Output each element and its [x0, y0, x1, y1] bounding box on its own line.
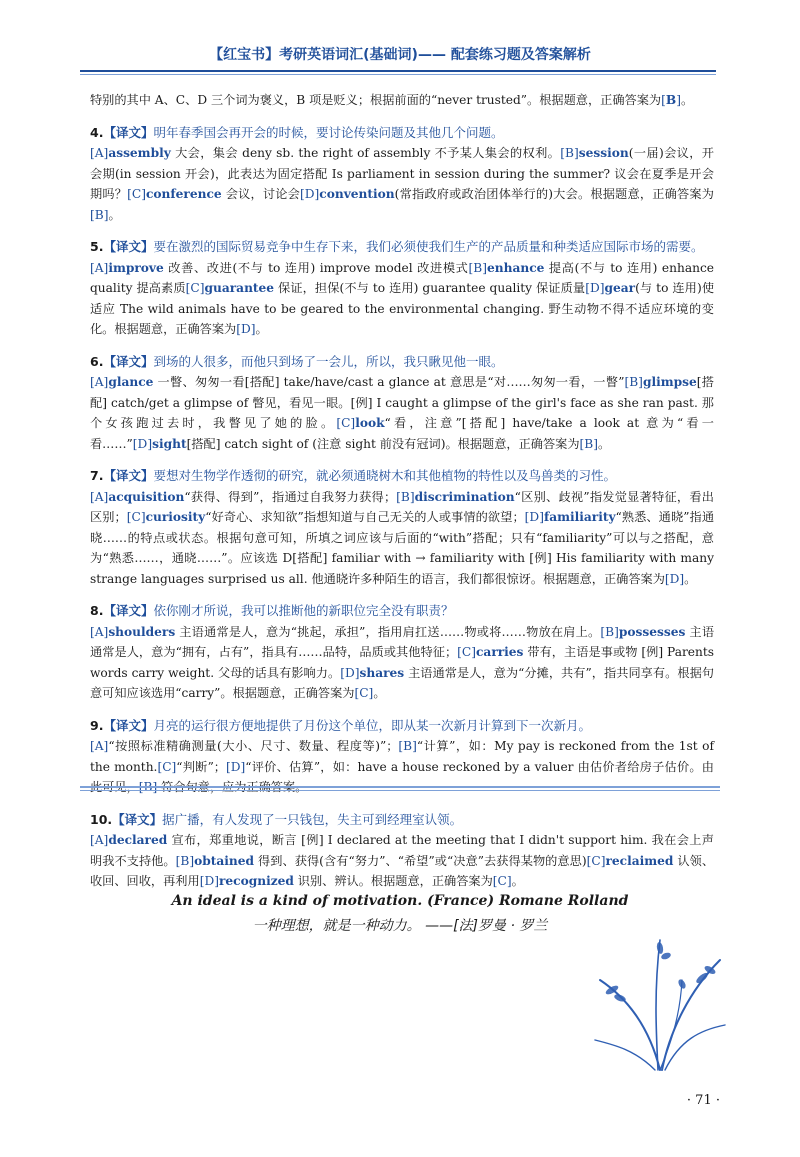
- item-title: [90, 237, 714, 258]
- option-word: conference: [146, 187, 222, 201]
- explanation: [90, 258, 714, 340]
- option-word: reclaimed: [605, 853, 674, 868]
- option-letter: [D]: [132, 436, 153, 451]
- item-title: [90, 123, 714, 144]
- option-letter: [B]: [600, 624, 619, 639]
- explanation: [90, 143, 714, 225]
- option-letter: [B]: [90, 207, 109, 222]
- item-title: [90, 601, 714, 622]
- option-word: guarantee: [204, 281, 275, 295]
- option-letter: [D]: [199, 874, 219, 888]
- item-number: 7.: [90, 468, 104, 483]
- item-title: [90, 352, 714, 373]
- option-word: recognized: [218, 874, 294, 888]
- option-word: acquisition: [108, 489, 185, 504]
- quote-english-source: (France) Romane Rolland: [427, 893, 629, 909]
- explanation-text: 。: [684, 571, 697, 586]
- option-word: session: [578, 146, 629, 160]
- explanation-text: 。: [598, 436, 611, 451]
- explanation-text: 识别、辨认。根据题意，正确答案为: [293, 874, 493, 888]
- option-word: shares: [359, 665, 405, 680]
- explanation-text: 符合句意，应为正确答案。: [157, 780, 308, 794]
- explanation-text: 。: [373, 686, 386, 700]
- answer-item: [90, 601, 714, 704]
- intro-answer: B: [665, 93, 677, 107]
- explanation-text: 。: [511, 874, 524, 888]
- explanation: [90, 487, 714, 590]
- translation-label: 【译文】: [103, 468, 154, 483]
- option-letter: [A]: [90, 146, 109, 160]
- explanation: [90, 736, 714, 798]
- intro-answer-close: ]: [676, 93, 681, 107]
- option-letter: [A]: [90, 260, 109, 275]
- option-letter: [D]: [340, 665, 360, 680]
- answer-item: [90, 810, 714, 892]
- translation-label: 【译文】: [103, 239, 154, 254]
- option-letter: [A]: [90, 833, 109, 847]
- option-letter: [A]: [90, 624, 109, 639]
- explanation-text: “评价、估算”，如：have a house reckoned by a valuer 由估价者给房子估价。由此可见，: [90, 759, 714, 794]
- explanation-text: (与 to 连用)使适应 The wild animals have to be geared to the environmental changing. 野生动物不得不适应环境的变化。根据题意，正确答案为: [90, 281, 715, 336]
- explanation-text: “熟悉、通晓”指通晓……的特点或状态。根据句意可知，所填之词应该与后面的“with”搭配；只有“familiarity”可以与之搭配，意为“熟悉……，通晓……”。应该选 D[搭配] familiar with → familiarity with [例] His familiarity with many strange languages surprised us all. 他通晓许多种陌生的语言，我们都很惊讶。根据题意，正确答案为: [90, 510, 715, 586]
- option-word: obtained: [194, 853, 255, 868]
- explanation-text: 一瞥、匆匆一看[搭配] take/have/cast a glance at 意思是“对……匆匆一看，一瞥”: [153, 375, 625, 389]
- translation-label: 【译文】: [103, 603, 154, 618]
- option-letter: [B]: [138, 780, 158, 794]
- explanation-text: 主语通常是人，意为“拥有，占有”，指具有……品特，品质或其他特征；: [90, 624, 715, 659]
- item-number: 10.: [90, 811, 113, 827]
- option-letter: [B]: [560, 146, 579, 160]
- explanation: [90, 830, 714, 892]
- option-word: sight: [152, 436, 187, 451]
- option-word: convention: [319, 187, 395, 201]
- item-title: [90, 716, 714, 737]
- item-number: 9.: [90, 717, 104, 733]
- explanation-text: “计算”，如：My pay is reckoned from the 1st of the month.: [90, 739, 714, 774]
- translation-label: 【译文】: [103, 353, 154, 369]
- option-word: curiosity: [145, 510, 206, 524]
- explanation-text: 提高(不与 to 连用) enhance quality 提高素质: [90, 260, 714, 295]
- option-letter: [B]: [175, 853, 195, 868]
- answer-item: [90, 466, 714, 589]
- option-letter: [C]: [126, 510, 146, 524]
- translation-text: 明年春季国会再开会的时候，要讨论传染问题及其他几个问题。: [153, 124, 504, 140]
- option-word: gear: [604, 281, 636, 295]
- item-number: 5.: [90, 239, 104, 254]
- option-word: declared: [108, 833, 168, 847]
- option-letter: [A]: [90, 375, 109, 389]
- intro-paragraph: [90, 90, 714, 111]
- explanation-text: “好奇心、求知欲”指想知道与自己无关的人或事情的欲望；: [205, 510, 525, 524]
- option-letter: [C]: [336, 416, 356, 430]
- answer-item: [90, 123, 714, 226]
- explanation-text: “看，注意”[搭配] have/take a look at 意为“看一看……”: [90, 416, 714, 451]
- option-letter: [C]: [586, 853, 606, 868]
- header-rule: [80, 70, 716, 72]
- translation-text: 要想对生物学作透彻的研究，就必须通晓树木和其他植物的特性以及鸟兽类的习性。: [153, 468, 616, 483]
- item-number: 4.: [90, 124, 104, 140]
- explanation-text: 。: [255, 322, 268, 336]
- option-letter: [B]: [398, 739, 417, 753]
- translation-text: 依你刚才所说，我可以推断他的新职位完全没有职责？: [153, 603, 454, 618]
- explanation-text: (常指政府或政治团体举行的)大会。根据题意，正确答案为: [394, 187, 714, 201]
- option-letter: [D]: [664, 571, 685, 586]
- option-letter: [B]: [468, 260, 487, 275]
- option-letter: [C]: [185, 281, 205, 295]
- intro-answer-open: [: [661, 93, 666, 107]
- explanation-text: “判断”；: [176, 759, 226, 774]
- item-title: [90, 810, 714, 831]
- option-letter: [D]: [236, 322, 256, 336]
- option-word: shoulders: [108, 624, 176, 639]
- section-end-rule-thin: [80, 790, 720, 791]
- option-letter: [C]: [157, 759, 177, 774]
- explanation-text: “区别、歧视”指发觉显著特征，看出区别；: [90, 489, 714, 524]
- option-word: glimpse: [642, 375, 697, 389]
- explanation-text: 得到、获得(含有“努力”、“希望”或“决意”去获得某物的意思): [254, 853, 587, 868]
- option-letter: [B]: [396, 489, 415, 504]
- option-letter: [C]: [127, 187, 146, 201]
- item-title: [90, 466, 714, 487]
- quote-chinese-source: ——[法]罗曼 · 罗兰: [425, 918, 548, 934]
- explanation-text: 主语通常是人，意为“分摊，共有”，指共同享有。根据句意可知应该选用“carry”。根据题意，正确答案为: [90, 665, 714, 700]
- page-header: 【红宝书】考研英语词汇(基础词)—— 配套练习题及答案解析: [209, 47, 591, 63]
- page-number: · 71 ·: [686, 1093, 720, 1108]
- option-letter: [B]: [579, 436, 598, 451]
- option-word: glance: [108, 375, 154, 389]
- translation-label: 【译文】: [112, 811, 163, 827]
- option-word: possesses: [618, 624, 686, 639]
- explanation-text: 改善、改进(不与 to 连用) improve model 改进模式: [163, 260, 469, 275]
- option-word: enhance: [486, 260, 545, 275]
- explanation-text: 宣布，郑重地说，断言 [例] I declared at the meeting that I didn't support him. 我在会上声明我不支持他。: [90, 833, 714, 868]
- header-rule-thin: [80, 74, 716, 75]
- intro-text-end: 。: [680, 93, 694, 107]
- explanation: [90, 622, 714, 704]
- translation-label: 【译文】: [103, 717, 154, 733]
- translation-text: 到场的人很多，而他只到场了一会儿，所以，我只瞅见他一眼。: [153, 353, 504, 369]
- section-end-rule: [80, 786, 720, 788]
- explanation-text: “获得、得到”，指通过自我努力获得；: [184, 489, 397, 504]
- explanation-text: [搭配] catch sight of (注意 sight 前没有冠词)。根据题意，正确答案为: [186, 436, 580, 451]
- option-letter: [C]: [457, 645, 477, 659]
- explanation-text: 认领、收回、回收，再利用: [90, 853, 715, 888]
- option-letter: [A]: [90, 739, 109, 753]
- option-letter: [D]: [226, 759, 246, 774]
- explanation-text: 带有，主语是事或物 [例] Parents words carry weight. 父母的话具有影响力。: [90, 645, 714, 680]
- quote-english: [0, 893, 800, 909]
- quote-chinese-main: 一种理想，就是一种动力。: [252, 918, 421, 934]
- option-word: discrimination: [414, 489, 515, 504]
- option-letter: [D]: [524, 510, 544, 524]
- option-letter: [C]: [354, 686, 374, 700]
- translation-text: 月亮的运行很方便地提供了月份这个单位，即从某一次新月计算到下一次新月。: [153, 717, 591, 733]
- explanation-text: (一届)会议，开会期(in session 开会)，此表达为固定搭配 Is parliament in session during the summer? 议会在夏季是开会期吗？: [90, 146, 714, 201]
- explanation: [90, 372, 714, 454]
- orchid-illustration: [590, 920, 730, 1080]
- quote-english-main: An ideal is a kind of motivation.: [171, 893, 423, 909]
- option-word: carries: [476, 645, 524, 659]
- explanation-text: 大会，集会 deny sb. the right of assembly 不予某人集会的权利。: [170, 146, 561, 160]
- main-content: [90, 90, 714, 892]
- intro-text: 特别的其中 A、C、D 三个词为褒义，B 项是贬义；根据前面的“never trusted”。根据题意，正确答案为: [90, 93, 662, 107]
- option-letter: [D]: [585, 281, 605, 295]
- explanation-text: 会议，讨论会: [221, 187, 301, 201]
- option-word: improve: [108, 260, 164, 275]
- answer-item: [90, 352, 714, 455]
- explanation-text: “按照标准精确测量(大小、尺寸、数量、程度等)”；: [108, 739, 399, 753]
- item-number: 6.: [90, 353, 104, 369]
- option-word: look: [355, 416, 385, 430]
- option-letter: [A]: [90, 489, 109, 504]
- explanation-text: 。: [108, 207, 121, 222]
- items-list: [90, 123, 714, 892]
- translation-text: 据广播，有人发现了一只钱包，失主可到经理室认领。: [162, 811, 463, 827]
- explanation-text: [搭配] catch/get a glimpse of 瞥见，看见一眼。[例] I caught a glimpse of the girl's face as she ran past. 那个女孩跑过去时，我瞥见了她的脸。: [90, 375, 714, 430]
- answer-item: [90, 237, 714, 340]
- explanation-text: 主语通常是人，意为“挑起，承担”，指用肩扛送……物或将……物放在肩上。: [175, 624, 601, 639]
- explanation-text: 保证，担保(不与 to 连用) guarantee quality 保证质量: [274, 281, 586, 295]
- item-number: 8.: [90, 603, 104, 618]
- option-word: familiarity: [543, 510, 616, 524]
- translation-text: 要在激烈的国际贸易竞争中生存下来，我们必须使我们生产的产品质量和种类适应国际市场的需要。: [153, 239, 704, 254]
- translation-label: 【译文】: [103, 124, 154, 140]
- option-letter: [C]: [492, 874, 512, 888]
- option-letter: [D]: [300, 187, 320, 201]
- option-word: assembly: [108, 146, 171, 160]
- option-letter: [B]: [624, 375, 643, 389]
